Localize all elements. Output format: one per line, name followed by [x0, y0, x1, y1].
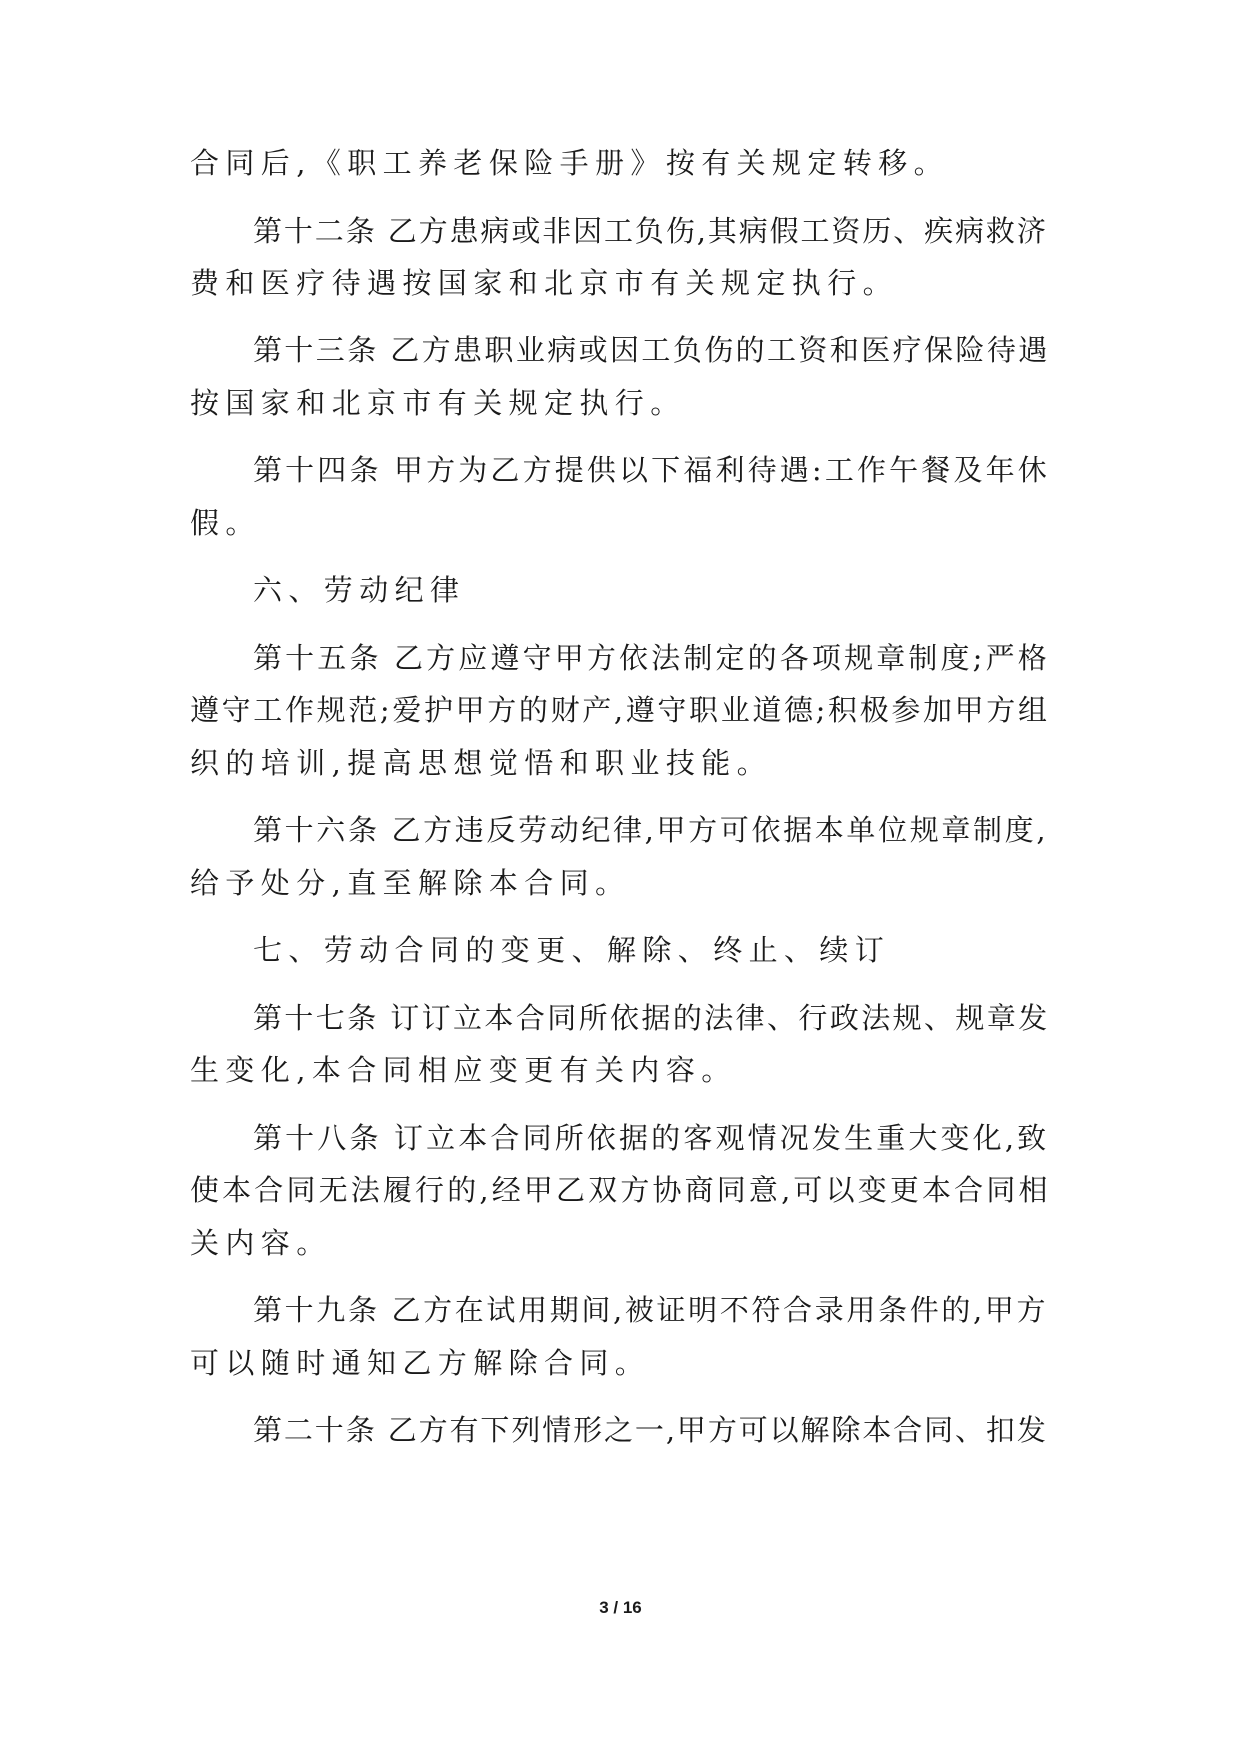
text-line: 第十四条 甲方为乙方提供以下福利待遇:工作午餐及年休	[253, 453, 1050, 487]
text-line: 关内容。	[190, 1226, 332, 1260]
text-line: 第十二条 乙方患病或非因工负伤,其病假工资历、疾病救济	[253, 214, 1048, 248]
text-line: 合同后,《职工养老保险手册》按有关规定转移。	[190, 146, 950, 180]
text-line: 第十六条 乙方违反劳动纪律,甲方可依据本单位规章制度,	[253, 813, 1049, 847]
text-line: 第十九条 乙方在试用期间,被证明不符合录用条件的,甲方	[253, 1293, 1049, 1327]
text-line: 生变化,本合同相应变更有关内容。	[190, 1053, 737, 1087]
text-line: 按国家和北京市有关规定执行。	[190, 386, 686, 420]
text-line: 织的培训,提高思想觉悟和职业技能。	[190, 746, 773, 780]
text-line: 第十三条 乙方患职业病或因工负伤的工资和医疗保险待遇	[253, 333, 1050, 367]
page-number: 3 / 16	[599, 1598, 642, 1617]
text-line: 假。	[190, 506, 261, 540]
text-line: 可以随时通知乙方解除合同。	[190, 1346, 651, 1380]
section-heading: 七、劳动合同的变更、解除、终止、续订	[253, 933, 891, 967]
section-heading: 六、劳动纪律	[253, 573, 466, 607]
text-line: 使本合同无法履行的,经甲乙双方协商同意,可以变更本合同相	[190, 1173, 1051, 1207]
text-line: 第二十条 乙方有下列情形之一,甲方可以解除本合同、扣发	[253, 1413, 1048, 1447]
text-line: 给予处分,直至解除本合同。	[190, 866, 631, 900]
text-line: 第十八条 订立本合同所依据的客观情况发生重大变化,致	[253, 1121, 1050, 1155]
text-line: 第十五条 乙方应遵守甲方依法制定的各项规章制度;严格	[253, 641, 1050, 675]
text-line: 遵守工作规范;爱护甲方的财产,遵守职业道德;积极参加甲方组	[190, 693, 1050, 727]
text-line: 费和医疗待遇按国家和北京市有关规定执行。	[190, 266, 899, 300]
text-line: 第十七条 订订立本合同所依据的法律、行政法规、规章发	[253, 1001, 1050, 1035]
